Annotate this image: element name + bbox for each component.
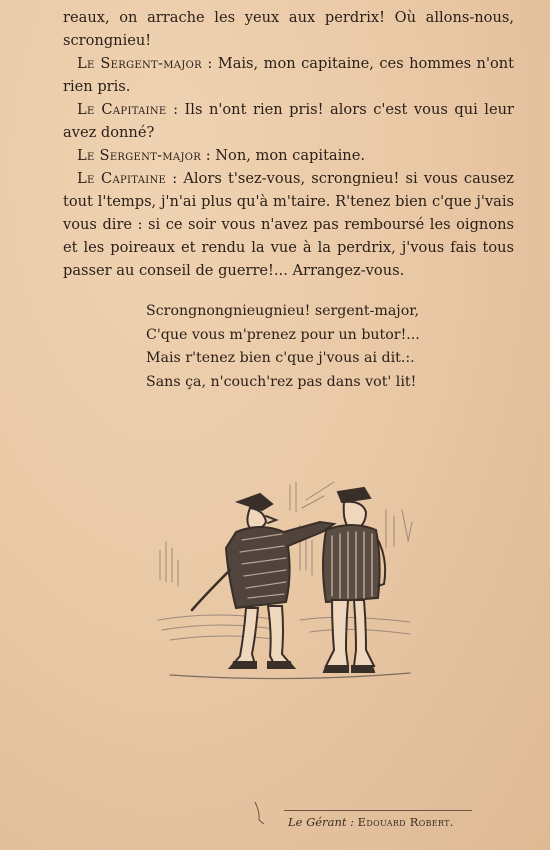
- line-text: : Ils n'ont rien pris! alors c'est vous qui leur avez donné?: [63, 101, 514, 141]
- speaker-name: Le Sergent-major: [77, 147, 202, 164]
- gerant-name: Edouard Robert.: [357, 815, 454, 829]
- dialogue-line: [63, 167, 514, 282]
- captain-figure: [192, 494, 334, 668]
- ground-line: [170, 673, 410, 679]
- gerant-label: Le Gérant :: [288, 815, 355, 829]
- dialogue-text: [63, 6, 514, 282]
- speaker-name: Le Capitaine: [77, 170, 167, 187]
- speaker-name: Le Capitaine: [77, 101, 167, 118]
- line-text: : Mais, mon capitaine, ces hommes n'ont rien pris.: [63, 55, 515, 95]
- dialogue-line: [63, 98, 514, 144]
- dialogue-line: [63, 52, 514, 98]
- dialogue-line: [63, 144, 514, 167]
- verse-line: Scrongnongnieugnieu! sergent-major,: [146, 303, 419, 319]
- line-text: : Alors t'sez-vous, scrongnieu! si vous causez tout l'temps, j'n'ai plus qu'à m'taire. R'tenez bien c'que j'vais vous dire : si ce soir vous n'avez pas remboursé les oignons et les poireaux et rendu la vue à la perdrix, j'vous fais tous passer au conseil de guerre!... Arrangez-vous.: [63, 170, 514, 279]
- speaker-name: Le Sergent-major: [77, 55, 202, 72]
- ink-mark: [252, 800, 266, 826]
- line-text: : Non, mon capitaine.: [201, 147, 365, 164]
- verse-line: Sans ça, n'couch'rez pas dans vot' lit!: [146, 373, 417, 390]
- song-verse: [146, 300, 420, 394]
- verse-line: C'que vous m'prenez pour un butor!...: [146, 326, 420, 343]
- captain-and-sergeant-illustration: [150, 470, 425, 700]
- verse-line: Mais r'tenez bien c'que j'vous ai dit.:.: [146, 350, 415, 366]
- paragraph-continuation: reaux, on arrache les yeux aux perdrix! Où allons-nous, scrongnieu!: [63, 9, 514, 49]
- footer-rule: [284, 810, 472, 811]
- sergeant-figure: [323, 488, 385, 672]
- publisher-credit: [288, 815, 454, 829]
